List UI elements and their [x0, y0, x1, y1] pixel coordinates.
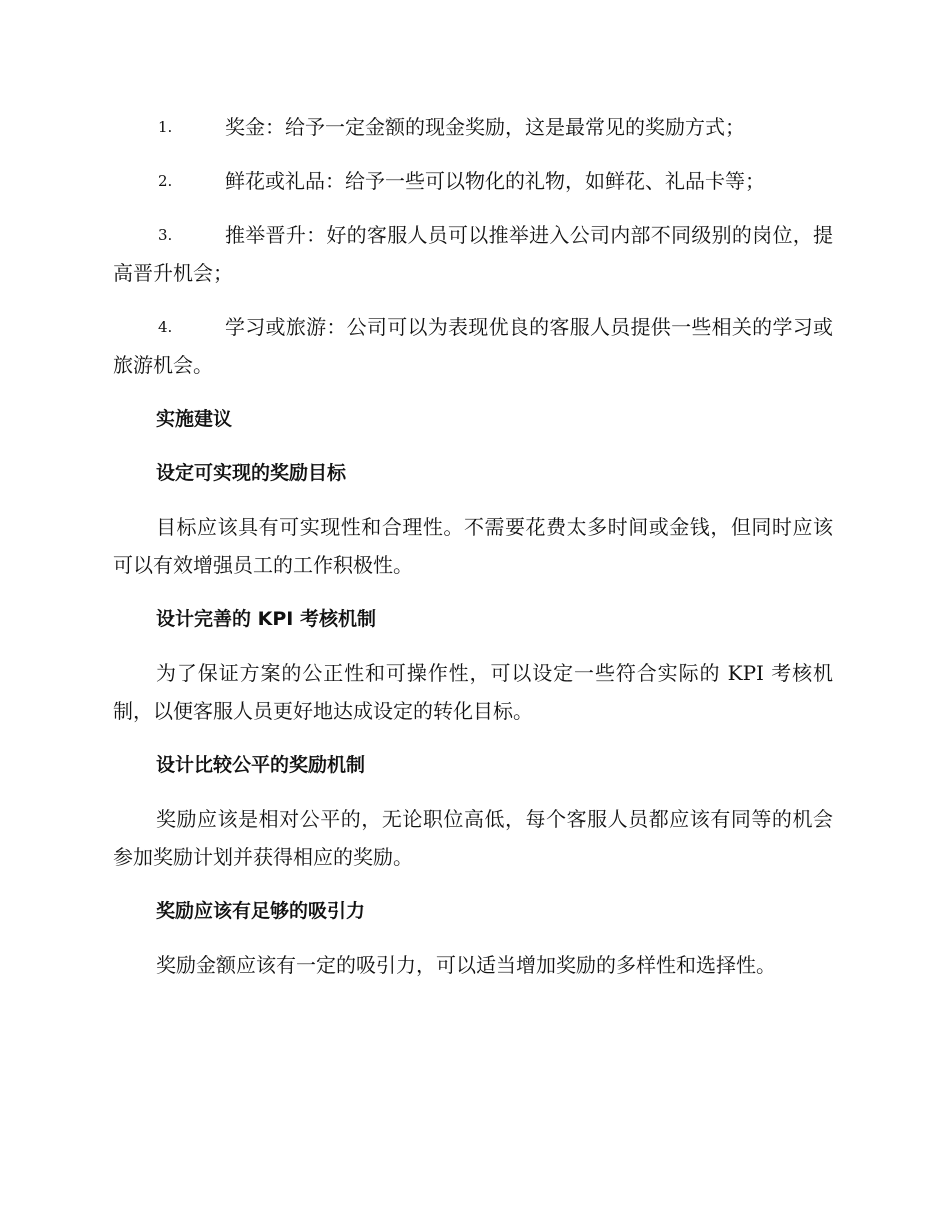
section-body-attraction: 奖励金额应该有一定的吸引力，可以适当增加奖励的多样性和选择性。 [156, 953, 776, 977]
section-body-fairness: 奖励应该是相对公平的，无论职位高低，每个客服人员都应该有同等的机会参加奖励计划并获得相应的奖励。 [113, 807, 833, 869]
section-body-kpi: 为了保证方案的公正性和可操作性，可以设定一些符合实际的 KPI 考核机制，以便客服人员更好地达成设定的转化目标。 [113, 661, 833, 723]
list-text: 鲜花或礼品：给予一些可以物化的礼物，如鲜花、礼品卡等； [225, 169, 765, 193]
section-heading-attraction: 奖励应该有足够的吸引力 [156, 900, 366, 922]
section-heading-kpi: 设计完善的 KPI 考核机制 [156, 608, 376, 630]
list-number: 1. [158, 118, 173, 136]
list-text: 推举晋升：好的客服人员可以推举进入公司内部不同级别的岗位，提高晋升机会； [113, 223, 833, 285]
list-item-3 [113, 216, 833, 292]
list-number: 3. [158, 226, 173, 244]
section-heading-fairness: 设计比较公平的奖励机制 [156, 754, 366, 776]
list-item-4 [113, 308, 833, 384]
section-body-reward-goal: 目标应该具有可实现性和合理性。不需要花费太多时间或金钱，但同时应该可以有效增强员工的工作积极性。 [113, 515, 833, 577]
list-number: 4. [158, 318, 173, 336]
list-item-2 [113, 162, 833, 200]
list-text: 学习或旅游：公司可以为表现优良的客服人员提供一些相关的学习或旅游机会。 [113, 315, 833, 377]
section-title: 实施建议 [156, 408, 233, 430]
document-page [113, 108, 833, 1000]
section-heading-reward-goal: 设定可实现的奖励目标 [156, 462, 347, 484]
list-number: 2. [158, 172, 173, 190]
list-text: 奖金：给予一定金额的现金奖励，这是最常见的奖励方式； [225, 115, 745, 139]
list-item-1 [113, 108, 833, 146]
